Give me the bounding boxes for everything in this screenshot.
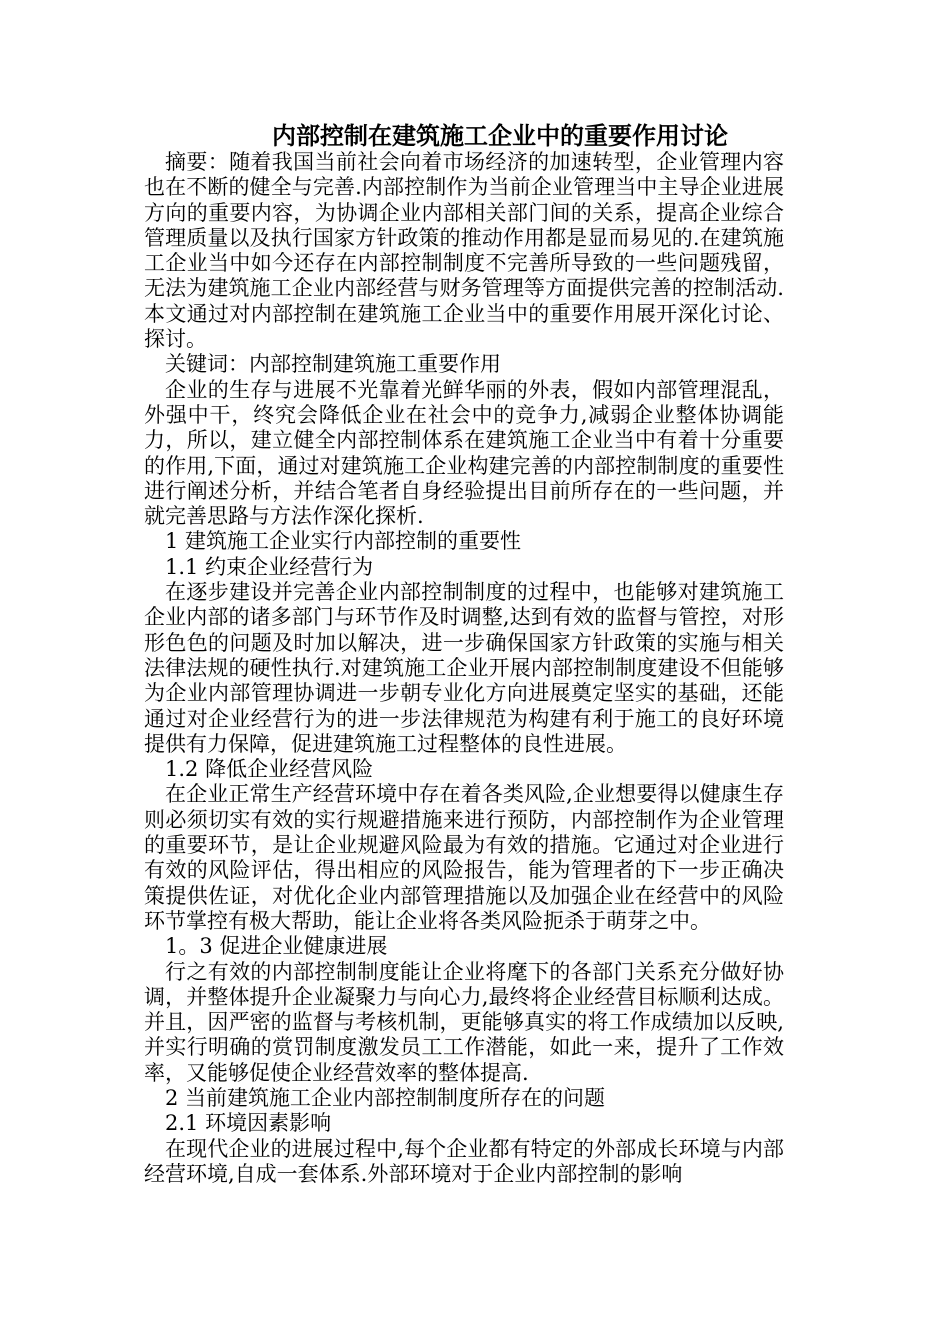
subsection-heading-1-3: 1。3 促进企业健康进展: [165, 934, 388, 959]
subsection-heading-2-1: 2.1 环境因素影响: [165, 1111, 332, 1136]
document-body: [144, 150, 784, 1187]
section-heading-1: 1 建筑施工企业实行内部控制的重要性: [165, 529, 522, 554]
subsection-heading-1-1: 1.1 约束企业经营行为: [165, 554, 374, 579]
section-heading-2: 2 当前建筑施工企业内部控制制度所存在的问题: [165, 1085, 606, 1110]
document-title: 内部控制在建筑施工企业中的重要作用讨论: [272, 122, 728, 150]
keywords-line: 关键词：内部控制建筑施工重要作用: [165, 352, 501, 377]
body-paragraph-1-3: 行之有效的内部控制制度能让企业将麾下的各部门关系充分做好协调，并整体提升企业凝聚力与向心力,最终将企业经营目标顺利达成。并且，因严密的监督与考核机制，更能够真实的将工作成绩加以反映,并实行明确的赏罚制度激发员工工作潜能，如此一来，提升了工作效率，又能够促使企业经营效率的整体提高.: [144, 959, 784, 1085]
body-paragraph-1-1: 在逐步建设并完善企业内部控制制度的过程中，也能够对建筑施工企业内部的诸多部门与环节作及时调整,达到有效的监督与管控，对形形色色的问题及时加以解决，进一步确保国家方针政策的实施与相关法律法规的硬性执行.对建筑施工企业开展内部控制制度建设不但能够为企业内部管理协调进一步朝专业化方向进展奠定坚实的基础，还能通过对企业经营行为的进一步法律规范为构建有利于施工的良好环境提供有力保障，促进建筑施工过程整体的良性进展。: [144, 580, 784, 756]
body-paragraph-2-1: 在现代企业的进展过程中,每个企业都有特定的外部成长环境与内部经营环境,自成一套体系.外部环境对于企业内部控制的影响: [144, 1136, 784, 1186]
intro-paragraph: 企业的生存与进展不光靠着光鲜华丽的外表，假如内部管理混乱，外强中干，终究会降低企业在社会中的竞争力,减弱企业整体协调能力，所以，建立健全内部控制体系在建筑施工企业当中有着十分重要的作用,下面，通过对建筑施工企业构建完善的内部控制制度的重要性进行阐述分析，并结合笔者自身经验提出目前所存在的一些问题，并就完善思路与方法作深化探析.: [144, 377, 784, 529]
abstract-paragraph: 摘要：随着我国当前社会向着市场经济的加速转型，企业管理内容也在不断的健全与完善.内部控制作为当前企业管理当中主导企业进展方向的重要内容，为协调企业内部相关部门间的关系，提高企业综合管理质量以及执行国家方针政策的推动作用都是显而易见的.在建筑施工企业当中如今还存在内部控制制度不完善所导致的一些问题残留，无法为建筑施工企业内部经营与财务管理等方面提供完善的控制活动.本文通过对内部控制在建筑施工企业当中的重要作用展开深化讨论、探讨。: [144, 150, 784, 352]
subsection-heading-1-2: 1.2 降低企业经营风险: [165, 757, 374, 782]
body-paragraph-1-2: 在企业正常生产经营环境中存在着各类风险,企业想要得以健康生存则必须切实有效的实行规避措施来进行预防，内部控制作为企业管理的重要环节，是让企业规避风险最为有效的措施。它通过对企业进行有效的风险评估，得出相应的风险报告，能为管理者的下一步正确决策提供佐证，对优化企业内部管理措施以及加强企业在经营中的风险环节掌控有极大帮助，能让企业将各类风险扼杀于萌芽之中。: [144, 782, 784, 933]
